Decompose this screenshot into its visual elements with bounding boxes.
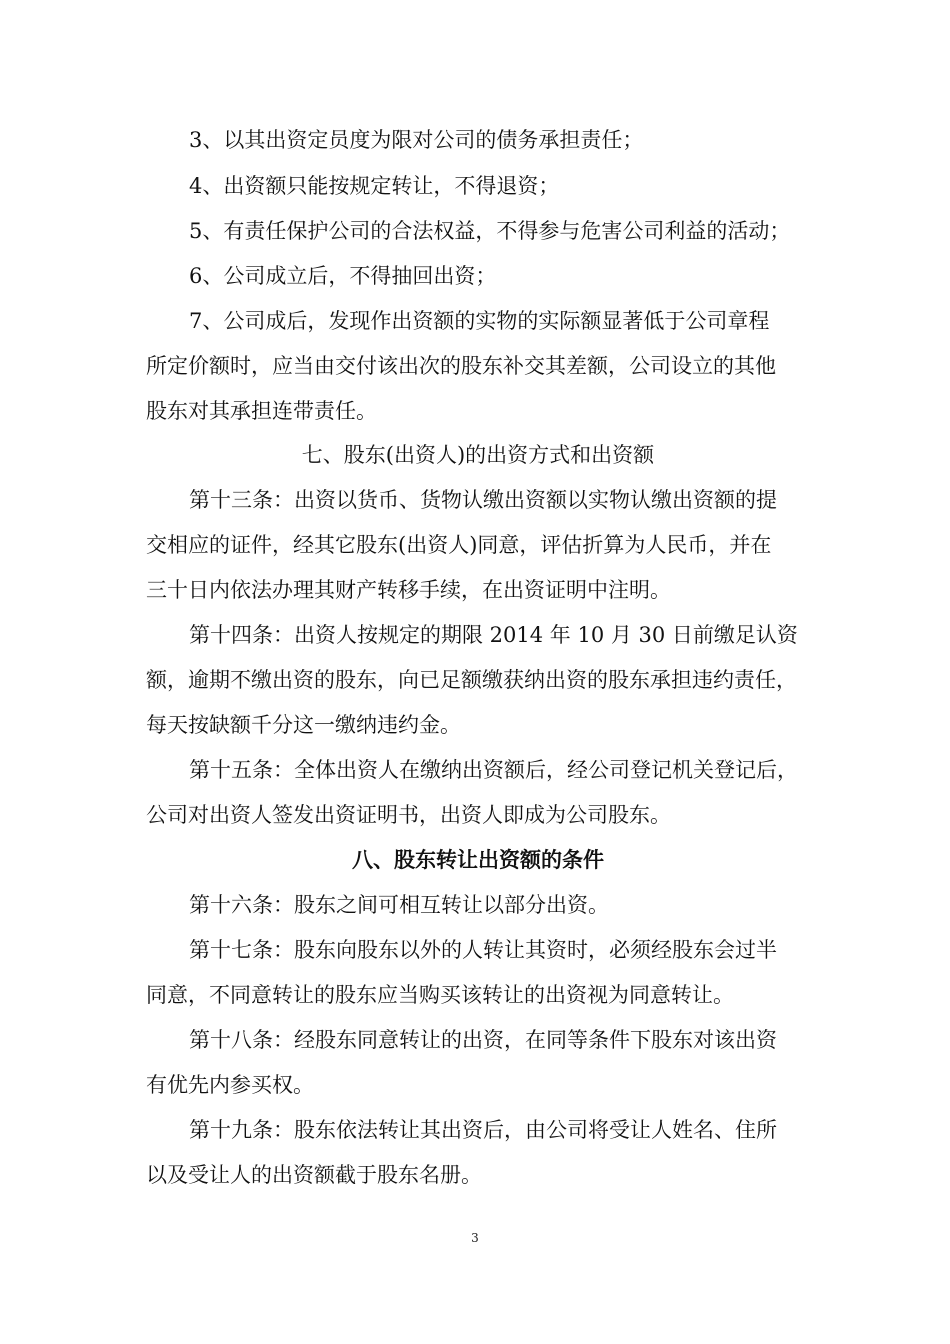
paragraph-line: 交相应的证件，经其它股东(出资人)同意，评估折算为人民币，并在 — [146, 533, 772, 557]
clause-line: 6、公司成立后，不得抽回出资； — [189, 264, 497, 288]
article-17-line: 第十七条：股东向股东以外的人转让其资时，必须经股东会过半 — [189, 938, 777, 962]
section-heading-7: 七、股东(出资人)的出资方式和出资额 — [301, 443, 655, 467]
clause-line: 7、公司成后，发现作出资额的实物的实际额显著低于公司章程 — [189, 309, 770, 333]
paragraph-line: 公司对出资人签发出资证明书，出资人即成为公司股东。 — [146, 803, 671, 827]
paragraph-line: 每天按缺额千分这一缴纳违约金。 — [146, 713, 461, 737]
article-18-line: 第十八条：经股东同意转让的出资，在同等条件下股东对该出资 — [189, 1028, 777, 1052]
article-14-line: 第十四条：出资人按规定的期限 2014 年 10 月 30 日前缴足认资 — [189, 623, 798, 647]
clause-line: 4、出资额只能按规定转让，不得退资； — [189, 174, 560, 198]
paragraph-line: 所定价额时，应当由交付该出次的股东补交其差额，公司设立的其他 — [146, 354, 776, 378]
paragraph-line: 以及受让人的出资额截于股东名册。 — [146, 1163, 482, 1187]
section-heading-8: 八、股东转让出资额的条件 — [352, 848, 604, 872]
paragraph-line: 额，逾期不缴出资的股东，向已足额缴获纳出资的股东承担违约责任， — [146, 668, 797, 692]
paragraph-line: 股东对其承担连带责任。 — [146, 399, 377, 423]
article-16-line: 第十六条：股东之间可相互转让以部分出资。 — [189, 893, 609, 917]
paragraph-line: 同意，不同意转让的股东应当购买该转让的出资视为同意转让。 — [146, 983, 734, 1007]
clause-line: 5、有责任保护公司的合法权益，不得参与危害公司利益的活动； — [189, 219, 791, 243]
page-number: 3 — [471, 1231, 479, 1245]
clause-line: 3、以其出资定员度为限对公司的债务承担责任； — [189, 128, 644, 152]
article-19-line: 第十九条：股东依法转让其出资后，由公司将受让人姓名、住所 — [189, 1118, 777, 1142]
article-13-line: 第十三条：出资以货币、货物认缴出资额以实物认缴出资额的提 — [189, 488, 777, 512]
article-15-line: 第十五条：全体出资人在缴纳出资额后，经公司登记机关登记后， — [189, 758, 798, 782]
paragraph-line: 有优先内参买权。 — [146, 1073, 314, 1097]
paragraph-line: 三十日内依法办理其财产转移手续，在出资证明中注明。 — [146, 578, 671, 602]
